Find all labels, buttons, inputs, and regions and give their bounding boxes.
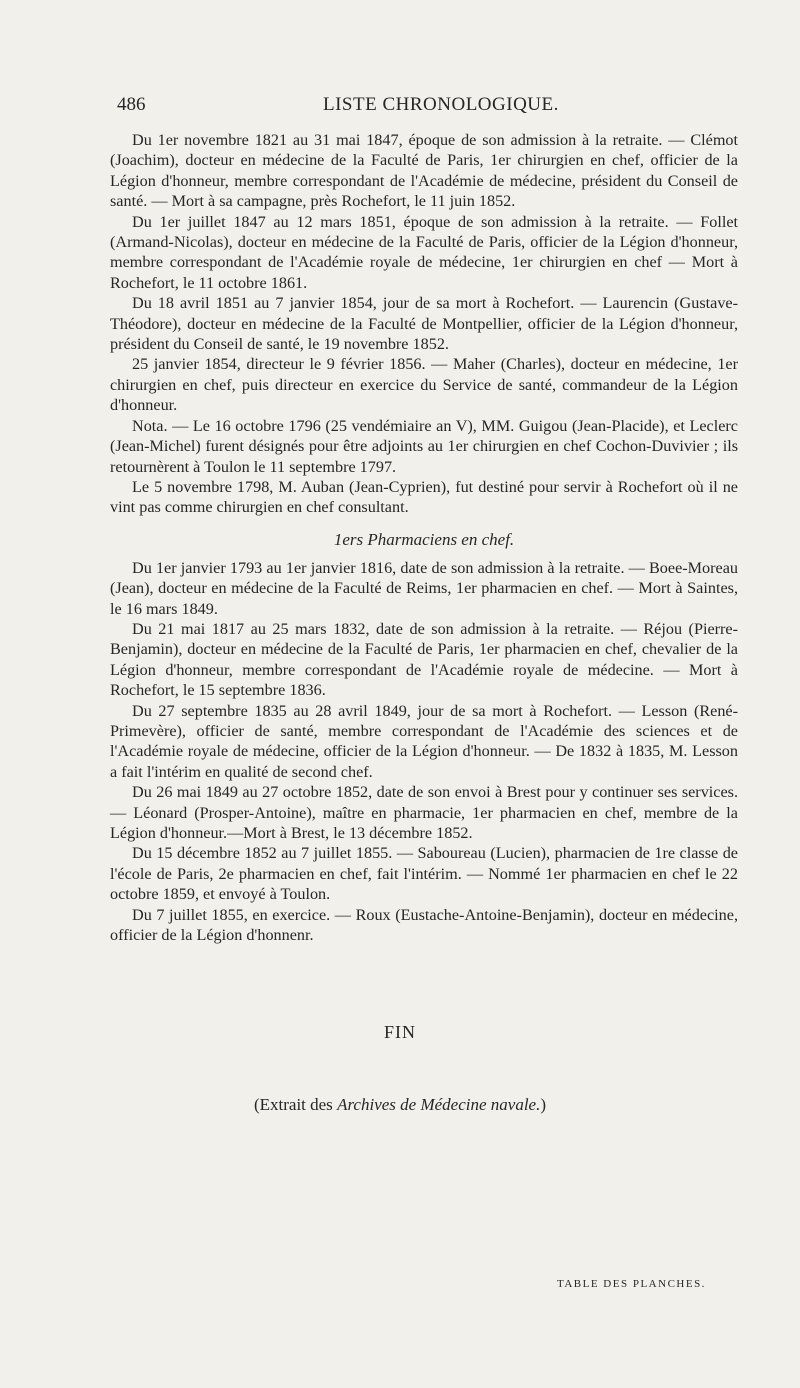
fin-marker: FIN <box>383 1022 416 1042</box>
source-note <box>0 1095 800 1115</box>
entry-maher: 25 janvier 1854, directeur le 9 février 1856. — Maher (Charles), docteur en médecine, 1er chirurgien en chef, puis directeur en exercice du Service de santé, commandeur de la Légion d'honneur. <box>110 355 738 415</box>
page-number: 486 <box>117 94 146 115</box>
source-close: ) <box>540 1095 547 1114</box>
body-text <box>110 130 738 945</box>
entry-roux: Du 7 juillet 1855, en exercice. — Roux (Eustache-Antoine-Benjamin), docteur en médecine, officier de la Légion d'honnenr. <box>110 905 738 945</box>
nota-paragraph: Nota. — Le 16 octobre 1796 (25 vendémiaire an V), MM. Guigou (Jean-Placide), et Leclerc (Jean-Michel) furent désignés pour être adjoints au 1er chirurgien en chef Cochon-Duvivier ; ils retournèrent à Toulon le 11 septembre 1797. <box>110 416 738 476</box>
entry-clemot: Du 1er novembre 1821 au 31 mai 1847, époque de son admission à la retraite. — Clémot (Joachim), docteur en médecine de la Faculté de Paris, 1er chirurgien en chef, officier de la Légion d'honneur, membre correspondant de l'Académie de médecine, président du Conseil de santé. — Mort à sa campagne, près Rochefort, le 11 juin 1852. <box>110 131 738 211</box>
entry-leonard: Du 26 mai 1849 au 27 octobre 1852, date de son envoi à Brest pour y continuer ses services. — Léonard (Prosper-Antoine), maître en pharmacie, 1er pharmacien en chef, membre de la Légion d'honneur.—Mort à Brest, le 13 décembre 1852. <box>110 783 738 842</box>
running-title: LISTE CHRONOLOGIQUE. <box>323 94 559 115</box>
page-header <box>117 94 727 122</box>
entry-lesson: Du 27 septembre 1835 au 28 avril 1849, jour de sa mort à Rochefort. — Lesson (René-Primevère), officier de santé, membre correspondant de l'Académie des sciences et de l'Académie royale de médecine, officier de la Légion d'honneur. — De 1832 à 1835, M. Lesson a fait l'intérim en qualité de second chef. <box>110 701 738 781</box>
entry-auban: Le 5 novembre 1798, M. Auban (Jean-Cyprien), fut destiné pour servir à Rochefort où il ne vint pas comme chirurgien en chef consultant. <box>110 477 738 517</box>
section-heading-pharmaciens: 1ers Pharmaciens en chef. <box>333 529 515 549</box>
source-title: Archives de Médecine navale. <box>337 1095 541 1114</box>
entry-boee-moreau: Du 1er janvier 1793 au 1er janvier 1816, date de son admission à la retraite. — Boee-Moreau (Jean), docteur en médecine de la Faculté de Reims, 1er pharmacien en chef. — Mort à Saintes, le 16 mars 1849. <box>110 558 738 618</box>
entry-follet: Du 1er juillet 1847 au 12 mars 1851, époque de son admission à la retraite. — Follet (Armand-Nicolas), docteur en médecine de la Faculté de Paris, officier de la Légion d'honneur, membre correspondant de l'Académie royale de médecine, 1er chirurgien en chef — Mort à Rochefort, le 11 octobre 1861. <box>110 212 738 292</box>
entry-rejou: Du 21 mai 1817 au 25 mars 1832, date de son admission à la retraite. — Réjou (Pierre-Benjamin), docteur en médecine de la Faculté de Paris, 1er pharmacien en chef, chevalier de la Légion d'honneur, membre correspondant de l'Académie royale de médecine. — Mort à Rochefort, le 15 septembre 1836. <box>110 619 738 700</box>
entry-saboureau: Du 15 décembre 1852 au 7 juillet 1855. — Saboureau (Lucien), pharmacien de 1re classe de l'école de Paris, 2e pharmacien en chef, fait l'intérim. — Nommé 1er pharmacien en chef le 22 octobre 1859, et envoyé à Toulon. <box>110 844 738 904</box>
entry-laurencin: Du 18 avril 1851 au 7 janvier 1854, jour de sa mort à Rochefort. — Laurencin (Gustave-Théodore), docteur en médecine de la Faculté de Montpellier, officier de la Légion d'honneur, président du Conseil de santé, le 19 novembre 1852. <box>110 294 738 354</box>
catchword: TABLE DES PLANCHES. <box>557 1278 706 1290</box>
source-open: (Extrait des <box>253 1095 338 1114</box>
